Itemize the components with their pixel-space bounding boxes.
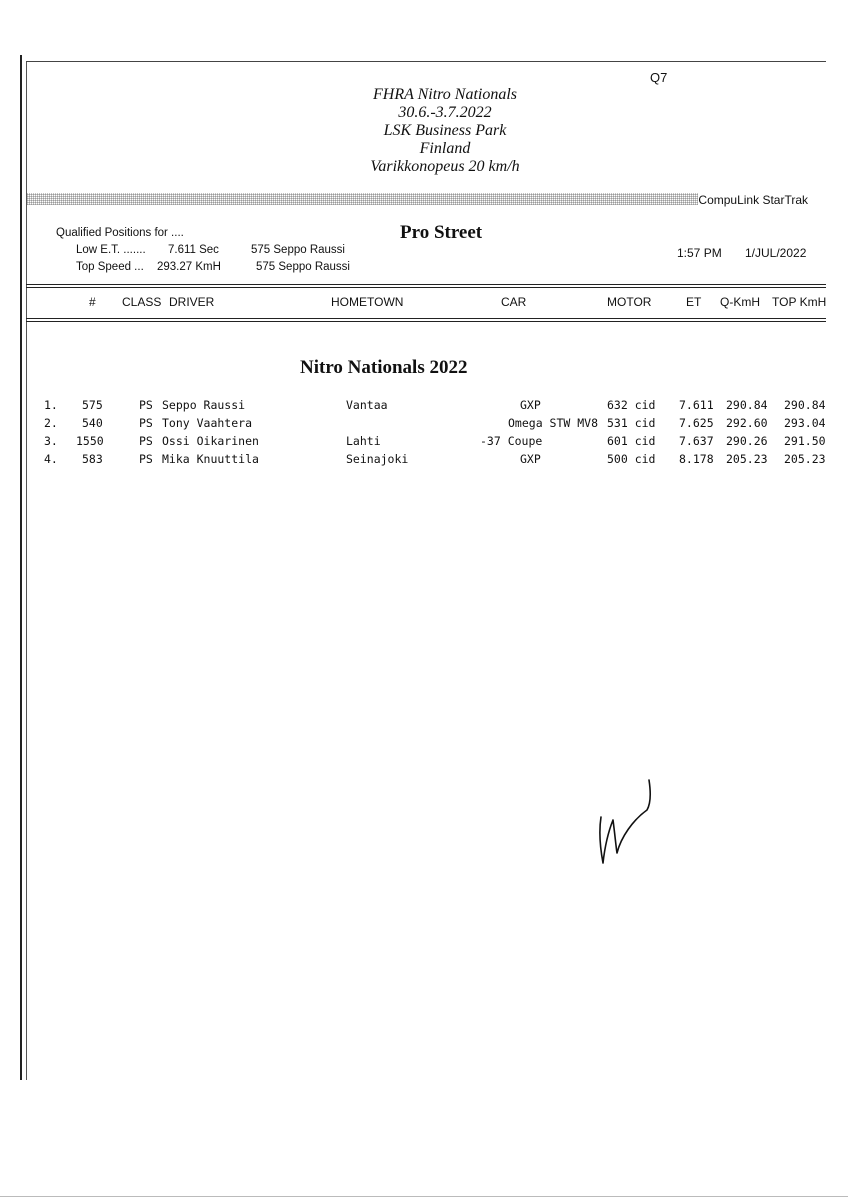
row-et: 8.178	[679, 452, 714, 466]
row-et: 7.637	[679, 434, 714, 448]
row-pos: 1.	[44, 398, 58, 412]
event-name: FHRA Nitro Nationals	[372, 86, 517, 103]
row-pos: 3.	[44, 434, 58, 448]
row-motor: 500 cid	[607, 452, 656, 466]
section-title: Nitro Nationals 2022	[300, 357, 468, 378]
row-hometown: Seinajoki	[346, 452, 409, 466]
header-rule-bottom	[26, 318, 826, 319]
row-driver: Tony Vaahtera	[162, 416, 253, 430]
col-motor: MOTOR	[607, 295, 652, 309]
row-top: 291.50	[784, 434, 826, 448]
row-motor: 531 cid	[607, 416, 656, 430]
low-et-label: Low E.T. .......	[76, 244, 146, 256]
row-num: 540	[82, 416, 103, 430]
header-rule-bottom-2	[26, 321, 826, 322]
row-car: -37 Coupe	[480, 434, 543, 448]
row-qkmh: 292.60	[726, 416, 768, 430]
row-driver: Ossi Oikarinen	[162, 434, 259, 448]
row-et: 7.611	[679, 398, 714, 412]
row-class: PS	[139, 416, 153, 430]
event-country: Finland	[419, 140, 471, 157]
col-class: CLASS	[122, 295, 162, 309]
top-border	[26, 61, 826, 62]
col-top-kmh: TOP KmH	[772, 295, 827, 309]
col-et: ET	[686, 295, 702, 309]
row-hometown: Lahti	[346, 434, 381, 448]
row-top: 290.84	[784, 398, 826, 412]
left-border	[20, 55, 22, 1080]
signature	[585, 775, 665, 870]
row-qkmh: 205.23	[726, 452, 768, 466]
row-motor: 601 cid	[607, 434, 656, 448]
row-top: 205.23	[784, 452, 826, 466]
event-venue: LSK Business Park	[383, 122, 507, 139]
low-et-value: 7.611 Sec	[168, 244, 219, 256]
row-class: PS	[139, 452, 153, 466]
row-car: Omega STW MV8	[508, 416, 599, 430]
low-et-entry: 575 Seppo Raussi	[251, 244, 345, 256]
header-rule-top-2	[26, 287, 826, 288]
col-car: CAR	[501, 295, 527, 309]
row-car: GXP	[520, 398, 541, 412]
dotted-band	[27, 193, 698, 205]
row-car: GXP	[520, 452, 541, 466]
col-qkmh: Q-KmH	[720, 295, 760, 309]
report-time: 1:57 PM	[677, 246, 722, 260]
col-driver: DRIVER	[169, 295, 215, 309]
table-row	[0, 416, 848, 434]
col-num: #	[89, 295, 96, 309]
row-qkmh: 290.26	[726, 434, 768, 448]
row-pos: 2.	[44, 416, 58, 430]
row-num: 575	[82, 398, 103, 412]
row-class: PS	[139, 434, 153, 448]
bottom-rule	[0, 1196, 848, 1197]
top-speed-entry: 575 Seppo Raussi	[256, 261, 350, 273]
table-row	[0, 398, 848, 416]
report-date: 1/JUL/2022	[745, 246, 807, 260]
row-driver: Seppo Raussi	[162, 398, 246, 412]
table-row	[0, 452, 848, 470]
class-title: Pro Street	[400, 222, 483, 243]
row-et: 7.625	[679, 416, 714, 430]
top-speed-label: Top Speed ...	[76, 261, 144, 273]
row-hometown: Vantaa	[346, 398, 388, 412]
table-row	[0, 434, 848, 452]
row-motor: 632 cid	[607, 398, 656, 412]
row-pos: 4.	[44, 452, 58, 466]
page-label: Q7	[650, 70, 668, 85]
qualified-heading: Qualified Positions for ....	[56, 227, 184, 239]
col-hometown: HOMETOWN	[331, 295, 404, 309]
header-rule-top	[26, 284, 826, 285]
row-top: 293.04	[784, 416, 826, 430]
event-header	[300, 86, 590, 176]
row-class: PS	[139, 398, 153, 412]
row-driver: Mika Knuuttila	[162, 452, 259, 466]
event-pit-speed: Varikkonopeus 20 km/h	[370, 158, 520, 175]
row-qkmh: 290.84	[726, 398, 768, 412]
row-num: 583	[82, 452, 103, 466]
left-border-inner	[26, 62, 27, 1080]
brand-label: CompuLink StarTrak	[698, 193, 808, 207]
event-dates: 30.6.-3.7.2022	[398, 104, 492, 121]
top-speed-value: 293.27 KmH	[157, 261, 221, 273]
row-num: 1550	[76, 434, 104, 448]
